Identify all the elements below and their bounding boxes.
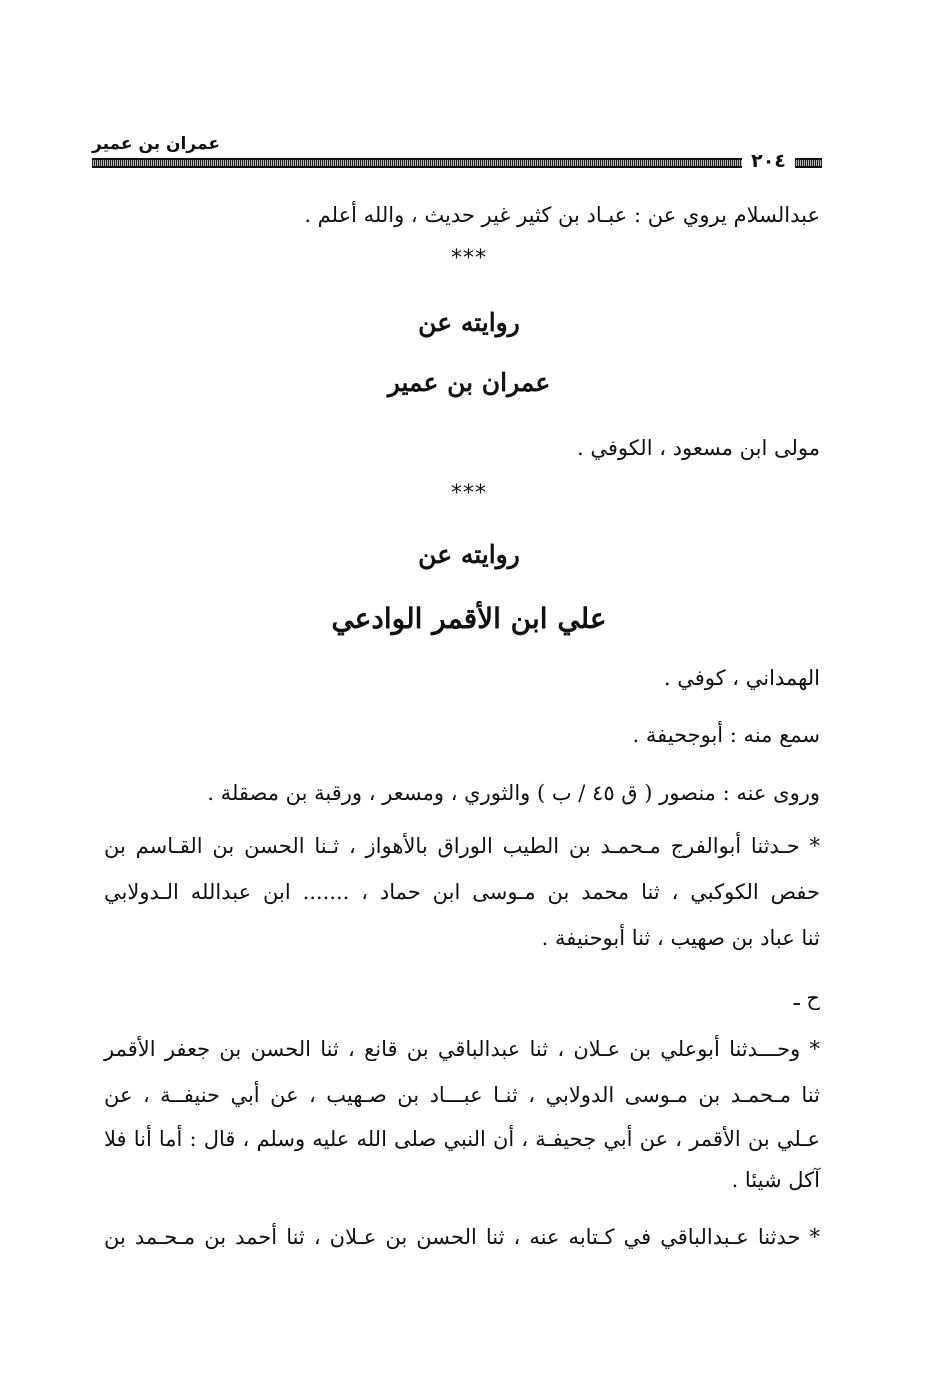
section-subheading: علي ابن الأقمر الوادعي	[331, 602, 607, 635]
page-number: ٢٠٤	[751, 150, 786, 172]
section-heading: روايته عن	[418, 540, 520, 569]
body-line: مولى ابن مسعود ، الكوفي .	[576, 436, 820, 460]
paragraph-line: آكل شيئا .	[731, 1168, 820, 1192]
paragraph-line: حفص الكوكبي ، ثنا محمد بن مـوسى ابن حماد ، ....... ابن عبدالله الـدولابي	[104, 880, 821, 904]
paragraph-line: * حـدثنا أبوالفرج مـحمـد بن الطيب الوراق بالأهواز ، ثـنا الحسن بن القـاسم بن	[104, 834, 820, 858]
body-line: الهمداني ، كوفي .	[663, 666, 820, 690]
ha-marker: ح ـ	[793, 986, 820, 1010]
body-line: سمع منه : أبوجحيفة .	[632, 723, 820, 747]
running-header	[92, 128, 822, 178]
body-line: عبدالسلام يروي عن : عبـاد بن كثير غير حديث ، والله أعلم .	[304, 203, 820, 227]
paragraph-line: * وحـــدثنا أبوعلي بن عـلان ، ثنا عبدالباقي بن قانع ، ثنا الحسن بن جعفر الأقمر	[104, 1037, 820, 1061]
section-heading: روايته عن	[418, 308, 520, 337]
section-subheading: عمران بن عمير	[387, 368, 551, 397]
header-rule-end	[795, 158, 822, 168]
separator-stars: ***	[451, 481, 487, 506]
paragraph-line: عـلي بن الأقمر ، عن أبي جحيفـة ، أن النبي صلى الله عليه وسلم ، قال : أما أنا فلا	[104, 1127, 820, 1151]
header-rule	[92, 158, 742, 168]
running-header-title: عمران بن عمير	[92, 134, 220, 154]
paragraph-line: * حدثنا عـبدالباقي في كـتابه عنه ، ثنا الحسن بن عـلان ، ثنا أحمد بن مـحـمد بن	[104, 1225, 820, 1249]
body-line: وروى عنه : منصور ( ق ٤٥ / ب ) والثوري ، ومسعر ، ورقبة بن مصقلة .	[207, 781, 820, 805]
separator-stars: ***	[451, 246, 487, 271]
paragraph-line: ثنا عباد بن صهيب ، ثنا أبوحنيفة .	[541, 926, 820, 950]
paragraph-line: ثنا مـحمـد بن مـوسى الدولابي ، ثنـا عبـــاد بن صـهيب ، عن أبي حنيفــة ، عن	[104, 1083, 821, 1107]
